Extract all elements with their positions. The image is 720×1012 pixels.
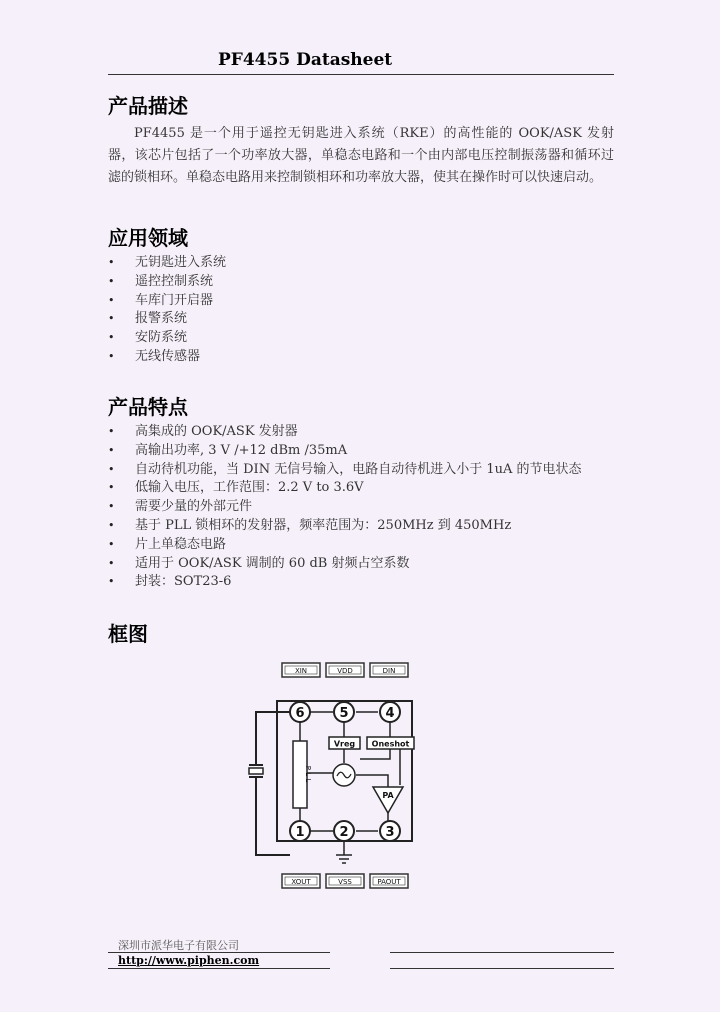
svg-text:5: 5 bbox=[339, 706, 349, 721]
pin-3 bbox=[380, 821, 400, 841]
svg-text:2: 2 bbox=[339, 825, 349, 840]
bullet-icon: • bbox=[108, 537, 115, 551]
svg-text:4: 4 bbox=[385, 706, 395, 721]
list-item: • 遥控控制系统 bbox=[108, 273, 226, 292]
ground-icon bbox=[336, 855, 352, 863]
bullet-icon: • bbox=[108, 274, 115, 288]
footer-divider-left bbox=[108, 968, 330, 969]
applications-list bbox=[108, 254, 226, 367]
svg-text:Vreg: Vreg bbox=[333, 739, 356, 749]
list-item: • 高输出功率, 3 V /+12 dBm /35mA bbox=[108, 442, 582, 461]
list-item: • 适用于 OOK/ASK 调制的 60 dB 射频占空系数 bbox=[108, 555, 582, 574]
svg-text:6: 6 bbox=[295, 706, 305, 721]
footer-divider-upper bbox=[108, 952, 330, 953]
pin-1 bbox=[290, 821, 310, 841]
svg-text:Oneshot: Oneshot bbox=[371, 739, 410, 749]
block-diagram bbox=[240, 655, 440, 895]
bullet-icon: • bbox=[108, 518, 115, 532]
vreg-block bbox=[329, 737, 360, 749]
bullet-icon: • bbox=[108, 462, 115, 476]
list-item: • 安防系统 bbox=[108, 329, 226, 348]
block-diagram-heading: 框图 bbox=[108, 622, 148, 646]
bullet-icon: • bbox=[108, 349, 115, 363]
wire-oneshot-vco bbox=[360, 749, 390, 759]
svg-text:PAOUT: PAOUT bbox=[377, 878, 401, 886]
footer-company: 深圳市派华电子有限公司 bbox=[118, 939, 239, 952]
svg-text:P L L: P L L bbox=[304, 765, 312, 783]
pin-5 bbox=[334, 702, 354, 722]
bullet-icon: • bbox=[108, 331, 115, 345]
bullet-icon: • bbox=[108, 312, 115, 326]
bullet-icon: • bbox=[108, 556, 115, 570]
list-item: • 高集成的 OOK/ASK 发射器 bbox=[108, 423, 582, 442]
svg-text:DIN: DIN bbox=[382, 667, 396, 675]
list-item: • 车库门开启器 bbox=[108, 292, 226, 311]
bullet-icon: • bbox=[108, 443, 115, 457]
document-title: PF4455 Datasheet bbox=[218, 50, 393, 70]
footer-url-link[interactable]: http://www.piphen.com bbox=[118, 954, 260, 967]
crystal-wire-top bbox=[256, 712, 290, 757]
crystal-icon bbox=[249, 757, 263, 783]
svg-text:XOUT: XOUT bbox=[291, 878, 311, 886]
bullet-icon: • bbox=[108, 481, 115, 495]
svg-text:1: 1 bbox=[295, 825, 305, 840]
pin-label-xout bbox=[282, 874, 320, 888]
pin-4 bbox=[380, 702, 400, 722]
description-paragraph: PF4455 是一个用于遥控无钥匙进入系统（RKE）的高性能的 OOK/ASK 发射器，该芯片包括了一个功率放大器，单稳态电路和一个由内部电压控制振荡器和循环过滤的锁相环。单稳态电路用来控制锁相环和功率放大器，使其在操作时可以快速启动。 bbox=[108, 126, 614, 185]
footer-divider-right bbox=[390, 968, 614, 969]
list-item: • 无线传感器 bbox=[108, 348, 226, 367]
list-item: • 需要少量的外部元件 bbox=[108, 498, 582, 517]
pin-label-vdd bbox=[326, 663, 364, 677]
description-heading: 产品描述 bbox=[108, 94, 188, 118]
pin-label-vss bbox=[326, 874, 364, 888]
crystal-wire-bottom bbox=[256, 783, 290, 855]
bullet-icon: • bbox=[108, 293, 115, 307]
power-amplifier bbox=[373, 787, 403, 813]
footer-divider-right-upper bbox=[390, 952, 614, 953]
svg-text:VSS: VSS bbox=[338, 878, 352, 886]
wire-vco-pa bbox=[356, 775, 388, 787]
pin-label-xin bbox=[282, 663, 320, 677]
svg-text:VDD: VDD bbox=[337, 667, 353, 675]
bullet-icon: • bbox=[108, 256, 115, 269]
bullet-icon: • bbox=[108, 425, 115, 438]
pll-block bbox=[293, 741, 312, 808]
svg-text:PA: PA bbox=[382, 791, 394, 800]
list-item: • 片上单稳态电路 bbox=[108, 536, 582, 555]
svg-text:3: 3 bbox=[385, 825, 395, 840]
list-item: • 报警系统 bbox=[108, 310, 226, 329]
list-item: • 封装：SOT23-6 bbox=[108, 573, 582, 592]
list-item: • 基于 PLL 锁相环的发射器，频率范围为：250MHz 到 450MHz bbox=[108, 517, 582, 536]
list-item: • 无钥匙进入系统 bbox=[108, 254, 226, 273]
pin-label-paout bbox=[370, 874, 408, 888]
list-item: • 自动待机功能，当 DIN 无信号输入，电路自动待机进入小于 1uA 的节电状态 bbox=[108, 461, 582, 480]
features-heading: 产品特点 bbox=[108, 395, 188, 419]
bullet-icon: • bbox=[108, 500, 115, 514]
pin-2 bbox=[334, 821, 354, 841]
vco-oscillator-icon bbox=[333, 764, 355, 786]
title-divider bbox=[108, 74, 614, 75]
oneshot-block bbox=[367, 737, 414, 749]
svg-text:XIN: XIN bbox=[294, 667, 308, 675]
pin-6 bbox=[290, 702, 310, 722]
list-item: • 低输入电压，工作范围：2.2 V to 3.6V bbox=[108, 479, 582, 498]
features-list bbox=[108, 423, 582, 592]
applications-heading: 应用领域 bbox=[108, 226, 188, 250]
pin-label-din bbox=[370, 663, 408, 677]
bullet-icon: • bbox=[108, 575, 115, 589]
